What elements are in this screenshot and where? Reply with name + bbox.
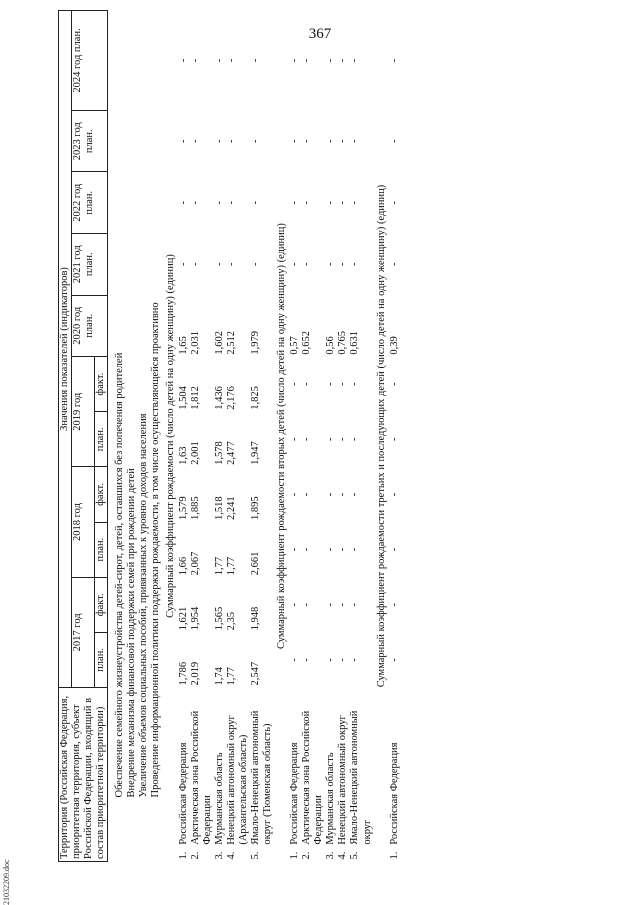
table-row: [226, 11, 250, 862]
value-cell: 2,241: [225, 496, 237, 521]
value-cell: -: [289, 200, 301, 205]
value-cell: -: [325, 603, 337, 607]
value-cell: -: [301, 262, 313, 267]
value-cell: 2,661: [249, 551, 261, 576]
value-cell: -: [301, 382, 313, 386]
measure-line: Внедрение механизма финансовой поддержки семей при рождении детей: [126, 468, 138, 798]
row-index: 4.: [225, 851, 237, 860]
value-cell: 1,947: [249, 441, 261, 465]
table-row: [325, 11, 337, 862]
value-cell: -: [289, 58, 301, 63]
value-cell: -: [337, 58, 349, 63]
value-cell: -: [337, 492, 349, 497]
table-row: [389, 11, 401, 862]
value-cell: -: [213, 58, 225, 63]
value-cell: 0,56: [325, 336, 337, 355]
value-cell: -: [349, 382, 361, 386]
value-cell: -: [325, 658, 337, 662]
territory-name: Арктическая зона Российской Федерации: [301, 710, 325, 845]
value-cell: -: [225, 58, 237, 63]
header-2019: 2019 год: [72, 357, 95, 467]
value-cell: -: [301, 603, 313, 607]
territory-name: Мурманская область: [213, 752, 225, 845]
header-2020: 2020 год план.: [72, 295, 108, 357]
row-index: 1.: [388, 851, 400, 860]
header-territory: Территория (Российская Федерация, приоритетная территория, субъект Российской Федерации, входящий в состав приоритетной территории): [59, 688, 108, 862]
table-header: [59, 11, 108, 862]
value-cell: 2,512: [225, 330, 237, 355]
value-cell: -: [177, 139, 189, 143]
value-cell: -: [289, 262, 301, 267]
value-cell: 1,621: [177, 606, 189, 631]
value-cell: 1,74: [213, 667, 225, 686]
header-plan-2018: план.: [95, 522, 108, 577]
value-cell: 2,547: [249, 661, 261, 686]
value-cell: -: [249, 200, 261, 205]
row-index: 2.: [301, 851, 313, 860]
measure-line: Обеспечение семейного жизнеустройства детей-сирот, детей, оставшихся без попечения родителей: [114, 352, 126, 798]
value-cell: -: [325, 437, 337, 442]
row-index: 1.: [177, 851, 189, 860]
value-cell: 1,77: [225, 556, 237, 576]
value-cell: -: [289, 139, 301, 143]
row-index: 2.: [189, 851, 201, 860]
table-row: [289, 11, 301, 862]
value-cell: -: [349, 492, 361, 497]
value-cell: 1,786: [177, 661, 189, 686]
value-cell: 0,652: [301, 330, 313, 355]
footer-filename: 21032209.doc: [2, 859, 11, 905]
page-number: 367: [308, 26, 332, 42]
value-cell: -: [325, 58, 337, 63]
value-cell: 1,436: [213, 386, 225, 410]
row-index: 1.: [289, 851, 301, 860]
value-cell: -: [289, 603, 301, 607]
row-index: 3.: [325, 851, 337, 860]
value-cell: 1,66: [177, 556, 189, 576]
value-cell: 2,067: [189, 551, 201, 576]
value-cell: 1,895: [249, 496, 261, 521]
value-cell: 2,031: [189, 330, 201, 355]
territory-name: Ненецкий автономный округ (Архангельская область): [225, 715, 249, 845]
value-cell: 1,954: [189, 606, 201, 631]
value-cell: -: [301, 200, 313, 205]
value-cell: 1,979: [249, 330, 261, 355]
indicators-table: [58, 10, 401, 862]
value-cell: -: [249, 262, 261, 267]
value-cell: -: [388, 437, 400, 442]
value-cell: 1,63: [177, 446, 189, 465]
header-2023: 2023 год план.: [72, 110, 108, 172]
value-cell: 1,518: [213, 496, 225, 521]
value-cell: -: [388, 547, 400, 552]
value-cell: -: [349, 200, 361, 205]
rotated-table-container: [58, 10, 578, 862]
territory-name: Мурманская область: [325, 752, 337, 845]
header-fact-2019: факт.: [95, 357, 108, 412]
table-row: [301, 11, 325, 862]
value-cell: 0,765: [337, 330, 349, 355]
value-cell: -: [249, 139, 261, 143]
value-cell: -: [289, 492, 301, 497]
header-fact-2018: факт.: [95, 467, 108, 522]
header-2024: 2024 год план.: [72, 11, 108, 111]
value-cell: -: [325, 547, 337, 552]
value-cell: -: [337, 262, 349, 267]
value-cell: -: [337, 547, 349, 552]
value-cell: -: [349, 547, 361, 552]
header-indicators: Значения показателей (индикаторов): [59, 11, 72, 688]
territory-name: Российская Федерация: [388, 742, 400, 845]
header-2018: 2018 год: [72, 467, 95, 577]
value-cell: -: [388, 200, 400, 205]
header-2017: 2017 год: [72, 577, 95, 687]
value-cell: -: [388, 58, 400, 63]
value-cell: 2,001: [189, 441, 201, 465]
row-index: 5.: [349, 851, 361, 860]
value-cell: -: [337, 139, 349, 143]
value-cell: 2,019: [189, 661, 201, 686]
header-fact-2017: факт.: [95, 577, 108, 632]
value-cell: -: [213, 139, 225, 143]
value-cell: -: [337, 382, 349, 386]
value-cell: 1,578: [213, 441, 225, 465]
table-row: [337, 11, 349, 862]
value-cell: 2,176: [225, 386, 237, 410]
table-row: [214, 11, 226, 862]
value-cell: -: [177, 200, 189, 205]
header-plan-2017: план.: [95, 632, 108, 687]
value-cell: -: [325, 139, 337, 143]
value-cell: -: [349, 262, 361, 267]
value-cell: -: [388, 492, 400, 497]
table-row: [178, 11, 190, 862]
value-cell: -: [388, 139, 400, 143]
table-row: [190, 11, 214, 862]
value-cell: -: [301, 139, 313, 143]
value-cell: -: [325, 200, 337, 205]
table-row: [349, 11, 373, 862]
table-body: [108, 11, 401, 862]
value-cell: -: [349, 658, 361, 662]
header-2022: 2022 год план.: [72, 172, 108, 234]
territory-name: Российская Федерация: [289, 742, 301, 845]
value-cell: -: [213, 200, 225, 205]
value-cell: 0,39: [388, 336, 400, 355]
section-title: Суммарный коэффициент рождаемости третьих и последующих детей (число детей на одну женщину) (единиц): [375, 184, 387, 688]
section-title: Суммарный коэффициент рождаемости (число детей на одну женщину) (единиц): [164, 254, 176, 618]
value-cell: -: [189, 200, 201, 205]
value-cell: 0,631: [349, 330, 361, 355]
value-cell: 2,477: [225, 441, 237, 465]
value-cell: 1,948: [249, 606, 261, 631]
value-cell: 1,504: [177, 386, 189, 410]
territory-name: Ямало-Ненецкий автономный округ (Тюменская область): [249, 710, 273, 845]
value-cell: -: [349, 603, 361, 607]
value-cell: -: [213, 262, 225, 267]
value-cell: -: [289, 547, 301, 552]
territory-name: Российская Федерация: [177, 742, 189, 845]
value-cell: -: [289, 658, 301, 662]
value-cell: -: [325, 382, 337, 386]
territory-name: Ненецкий автономный округ: [337, 715, 349, 845]
value-cell: -: [225, 139, 237, 143]
value-cell: -: [349, 139, 361, 143]
value-cell: -: [301, 492, 313, 497]
value-cell: -: [301, 547, 313, 552]
value-cell: -: [301, 437, 313, 442]
territory-name: Арктическая зона Российской Федерации: [189, 710, 213, 845]
value-cell: -: [349, 437, 361, 442]
value-cell: 2,35: [225, 611, 237, 631]
value-cell: 1,885: [189, 496, 201, 521]
value-cell: -: [189, 58, 201, 63]
measure-line: Увеличение объемов социальных пособий, привязанных к уровню доходов населения: [138, 413, 150, 798]
value-cell: -: [225, 200, 237, 205]
value-cell: -: [337, 437, 349, 442]
value-cell: -: [388, 603, 400, 607]
value-cell: -: [388, 658, 400, 662]
measure-line: Проведение информационной политики поддержки рождаемости, в том числе осуществляющейся проактивно: [150, 302, 162, 798]
value-cell: -: [337, 603, 349, 607]
value-cell: -: [301, 58, 313, 63]
territory-name: Ямало-Ненецкий автономный округ: [349, 710, 373, 845]
value-cell: 1,579: [177, 496, 189, 521]
value-cell: -: [301, 658, 313, 662]
value-cell: 0,57: [289, 336, 301, 355]
value-cell: 1,65: [177, 336, 189, 355]
value-cell: 1,812: [189, 386, 201, 410]
row-index: 4.: [337, 851, 349, 860]
value-cell: 1,77: [225, 667, 237, 686]
value-cell: 1,825: [249, 386, 261, 410]
value-cell: 1,77: [213, 556, 225, 576]
value-cell: -: [388, 382, 400, 386]
value-cell: -: [225, 262, 237, 267]
value-cell: -: [177, 262, 189, 267]
row-index: 3.: [213, 851, 225, 860]
value-cell: -: [249, 58, 261, 63]
value-cell: -: [177, 58, 189, 63]
value-cell: -: [349, 58, 361, 63]
row-index: 5.: [249, 851, 261, 860]
value-cell: -: [325, 262, 337, 267]
value-cell: 1,602: [213, 330, 225, 355]
header-2021: 2021 год план.: [72, 234, 108, 296]
value-cell: -: [189, 262, 201, 267]
table-row: [250, 11, 274, 862]
value-cell: -: [289, 382, 301, 386]
value-cell: -: [189, 139, 201, 143]
value-cell: -: [388, 262, 400, 267]
value-cell: -: [337, 658, 349, 662]
value-cell: -: [325, 492, 337, 497]
value-cell: 1,565: [213, 606, 225, 631]
section-title: Суммарный коэффициент рождаемости вторых детей (число детей на одну женщину) (единиц): [276, 223, 288, 649]
header-plan-2019: план.: [95, 412, 108, 467]
value-cell: -: [337, 200, 349, 205]
value-cell: -: [289, 437, 301, 442]
